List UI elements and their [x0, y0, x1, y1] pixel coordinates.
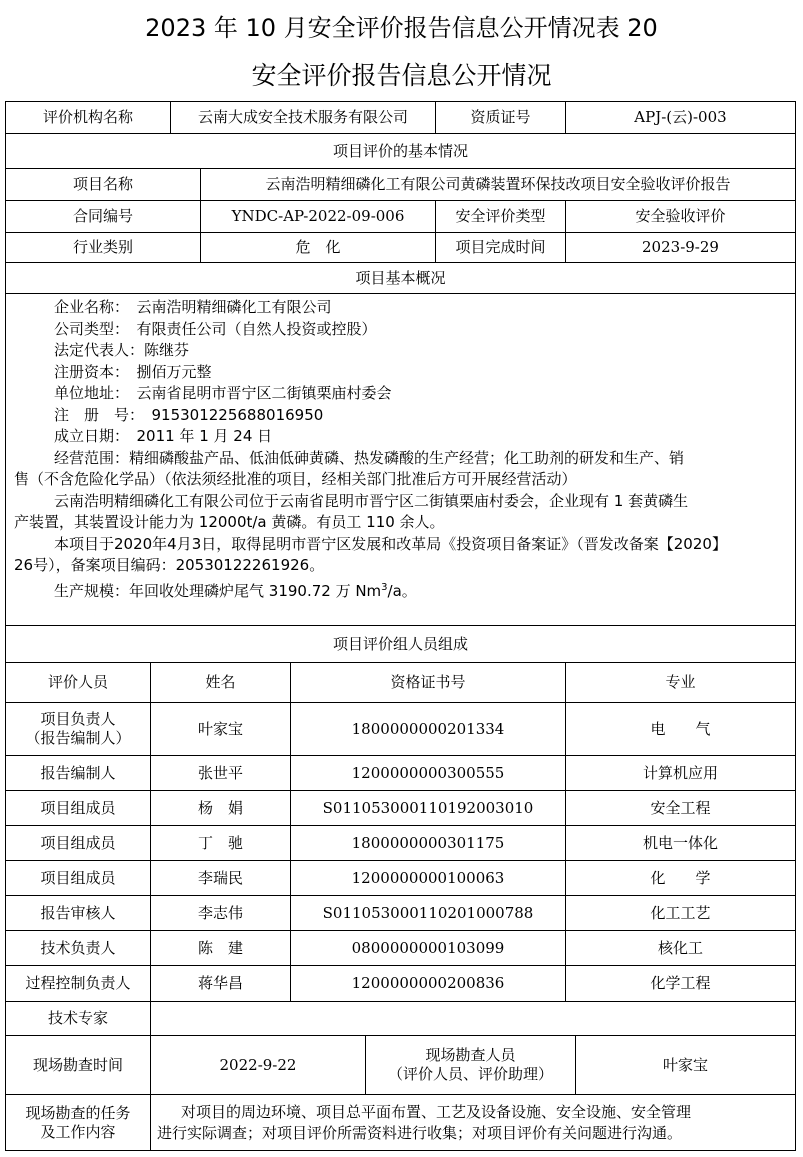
info-table — [5, 101, 796, 1151]
survey-staff-value: 叶家宝 — [575, 1035, 796, 1095]
eval-type-label: 安全评价类型 — [435, 200, 566, 233]
team-row-role — [5, 702, 151, 756]
org-label: 评价机构名称 — [5, 101, 171, 134]
page-title-line-1: 2023 年 10 月安全评价报告信息公开情况表 20 — [145, 14, 658, 42]
team-row-major: 化学工程 — [565, 965, 796, 1002]
industry-label: 行业类别 — [5, 232, 201, 263]
project-name-label: 项目名称 — [5, 168, 201, 201]
survey-time-label: 现场勘查时间 — [5, 1035, 151, 1095]
overview-filing-line-1: 本项目于2020年4月3日，取得昆明市晋宁区发展和改革局《投资项目备案证》（晋发改备案【2020】 — [54, 534, 727, 553]
team-col-major: 专业 — [565, 662, 796, 703]
overview-reg-no: 注 册 号： 915301225688016950 — [54, 405, 324, 424]
task-content-line-2: 进行实际调查；对项目评价所需资料进行收集；对项目评价有关问题进行沟通。 — [157, 1123, 683, 1142]
cert-value: APJ-(云)-003 — [565, 101, 796, 134]
team-row-name: 蒋华昌 — [150, 965, 291, 1002]
team-row-role: 报告编制人 — [5, 755, 151, 791]
team-row-cert: 1200000000200836 — [290, 965, 566, 1002]
team-row-name: 陈 建 — [150, 930, 291, 966]
overview-company-type: 公司类型： 有限责任公司（自然人投资或控股） — [54, 319, 377, 338]
overview-scale-text: 生产规模：年回收处理磷炉尾气 3190.72 万 Nm — [54, 581, 382, 600]
team-row-major: 机电一体化 — [565, 825, 796, 861]
contract-no-value: YNDC-AP-2022-09-006 — [200, 200, 436, 233]
overview-scope-line-2: 售（不含危险化学品）（依法须经批准的项目，经相关部门批准后方可开展经营活动） — [14, 470, 577, 488]
team-row-role: 过程控制负责人 — [5, 965, 151, 1002]
completion-time-label: 项目完成时间 — [435, 232, 566, 263]
team-row-major: 化 学 — [565, 860, 796, 896]
task-label — [5, 1094, 151, 1151]
overview-body — [5, 293, 796, 626]
overview-est-date: 成立日期： 2011 年 1 月 24 日 — [54, 427, 273, 445]
team-row-major: 电 气 — [565, 702, 796, 756]
survey-staff-label-line-2: （评价人员、评价助理） — [387, 1065, 553, 1083]
team-row-name: 叶家宝 — [150, 702, 291, 756]
overview-address: 单位地址： 云南省昆明市晋宁区二街镇栗庙村委会 — [54, 384, 392, 402]
overview-scale-unit: /a。 — [387, 581, 417, 600]
overview-scale — [14, 577, 727, 603]
tech-expert-value — [150, 1001, 796, 1036]
team-row-role: 报告审核人 — [5, 895, 151, 931]
overview-scale-sup: 3 — [381, 581, 388, 593]
team-row-name: 李瑞民 — [150, 860, 291, 896]
team-row-major: 核化工 — [565, 930, 796, 966]
team-row-name: 杨 娟 — [150, 790, 291, 826]
team-header: 项目评价组人员组成 — [5, 625, 796, 663]
overview-desc-line-2: 产装置，其装置设计能力为 12000t/a 黄磷。有员工 110 余人。 — [14, 513, 445, 531]
overview-capital: 注册资本： 捌佰万元整 — [54, 362, 212, 381]
team-row-cert: 1200000000300555 — [290, 755, 566, 791]
team-row-cert: 1800000000201334 — [290, 702, 566, 756]
overview-desc-line-1: 云南浩明精细磷化工有限公司位于云南省昆明市晋宁区二街镇栗庙村委会，企业现有 1 套黄磷生 — [54, 491, 689, 510]
team-row-role: 项目组成员 — [5, 790, 151, 826]
overview-company-name: 企业名称： 云南浩明精细磷化工有限公司 — [54, 298, 332, 316]
cert-label: 资质证号 — [435, 101, 566, 134]
team-col-cert: 资格证书号 — [290, 662, 566, 703]
basic-info-header: 项目评价的基本情况 — [5, 133, 796, 169]
task-label-line-2: 及工作内容 — [40, 1122, 116, 1141]
project-name-value: 云南浩明精细磷化工有限公司黄磷装置环保技改项目安全验收评价报告 — [200, 168, 796, 201]
overview-header: 项目基本概况 — [5, 262, 796, 294]
overview-legal-rep: 法定代表人：陈继芬 — [54, 341, 190, 359]
team-row-name: 张世平 — [150, 755, 291, 791]
task-label-line-1: 现场勘查的任务 — [25, 1103, 131, 1122]
org-value: 云南大成安全技术服务有限公司 — [170, 101, 436, 134]
task-content — [150, 1094, 796, 1151]
survey-time-value: 2022-9-22 — [150, 1035, 366, 1095]
overview-filing-line-2: 26号），备案项目编码：20530122261926。 — [14, 556, 325, 574]
industry-value: 危 化 — [200, 232, 436, 263]
team-row-name: 丁 驰 — [150, 825, 291, 861]
team-role-text-2: （报告编制人） — [25, 729, 131, 747]
team-row-role: 项目组成员 — [5, 860, 151, 896]
contract-no-label: 合同编号 — [5, 200, 201, 233]
survey-staff-label — [365, 1035, 576, 1095]
team-row-major: 化工工艺 — [565, 895, 796, 931]
task-content-line-1: 对项目的周边环境、项目总平面布置、工艺及设备设施、安全设施、安全管理 — [181, 1102, 692, 1121]
eval-type-value: 安全验收评价 — [565, 200, 796, 233]
tech-expert-label: 技术专家 — [5, 1001, 151, 1036]
team-row-cert: S011053000110201000788 — [290, 895, 566, 931]
completion-time-value: 2023-9-29 — [565, 232, 796, 263]
team-row-cert: S011053000110192003010 — [290, 790, 566, 826]
survey-staff-label-line-1: 现场勘查人员 — [425, 1046, 516, 1064]
overview-scope-line-1: 经营范围：精细磷酸盐产品、低油低砷黄磷、热发磷酸的生产经营；化工助剂的研发和生产、销 — [54, 448, 685, 467]
team-row-major: 计算机应用 — [565, 755, 796, 791]
team-row-cert: 1800000000301175 — [290, 825, 566, 861]
team-row-cert: 1200000000100063 — [290, 860, 566, 896]
team-row-major: 安全工程 — [565, 790, 796, 826]
team-row-role: 技术负责人 — [5, 930, 151, 966]
team-col-name: 姓名 — [150, 662, 291, 703]
team-row-name: 李志伟 — [150, 895, 291, 931]
team-role-text: 项目负责人 — [40, 710, 116, 728]
team-col-role: 评价人员 — [5, 662, 151, 703]
page-title-line-2: 安全评价报告信息公开情况 — [251, 61, 552, 90]
team-row-role: 项目组成员 — [5, 825, 151, 861]
team-row-cert: 0800000000103099 — [290, 930, 566, 966]
